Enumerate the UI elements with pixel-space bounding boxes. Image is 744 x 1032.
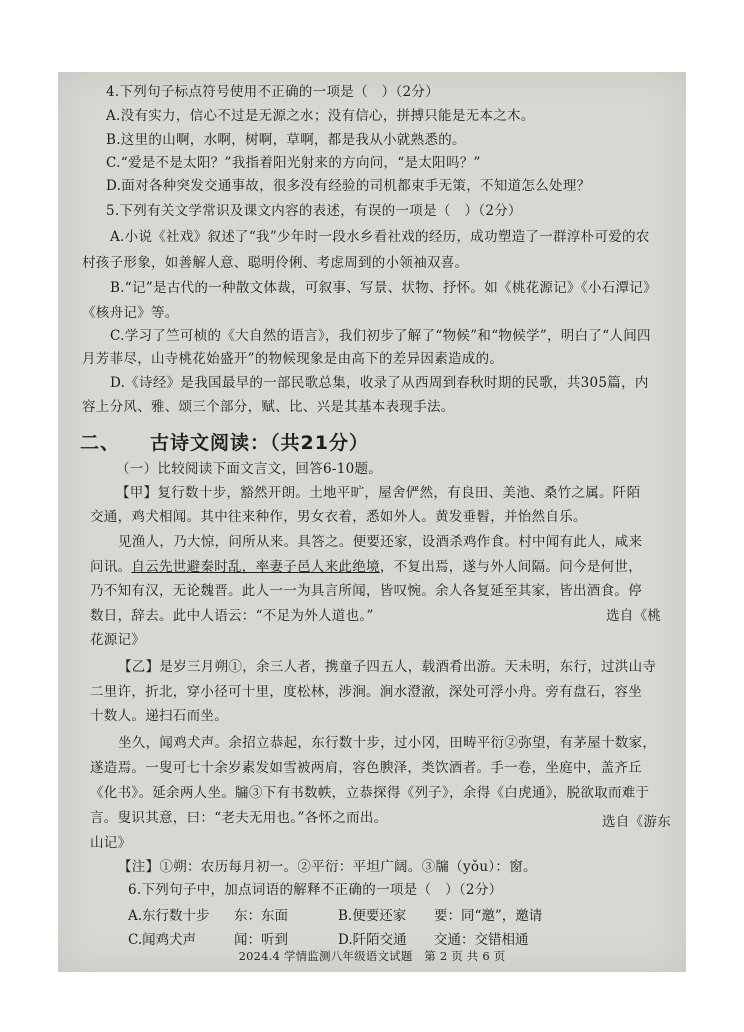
jia-source-1: 选自《桃: [606, 608, 662, 624]
q6-option-c-gloss: 闻：听到: [234, 932, 288, 948]
section-title: 古诗文阅读：（共21分）: [150, 432, 369, 454]
jia-line-1: 【甲】复行数十步，豁然开朗。土地平旷，屋舍俨然，有良田、美池、桑竹之属。阡陌: [116, 485, 641, 501]
q6-option-b-gloss: 要：同“邀”，邀请: [434, 908, 543, 924]
q4-option-c: C.“爱是不是太阳？”我指着阳光射来的方向问，“是太阳吗？”: [106, 155, 481, 171]
q6-option-c-phrase: C.闻鸡犬声: [128, 932, 197, 948]
yi-source-2: 山记》: [90, 835, 132, 851]
jia-line-5: 乃不知有汉，无论魏晋。此人一一为具言所闻，皆叹惋。余人各复延至其家，皆出酒食。停: [90, 583, 642, 599]
q5-option-a-line1: A.小说《社戏》叙述了“我”少年时一段水乡看社戏的经历，成功塑造了一群淳朴可爱的农: [110, 229, 650, 245]
yi-source-1: 选自《游东: [602, 814, 671, 830]
q6-option-a-phrase: A.东行数十步: [128, 908, 210, 924]
q6-option-b-phrase: B.便要还家: [338, 908, 407, 924]
jia-source-2: 花源记》: [90, 632, 146, 648]
yi-line-4: 坐久，闻鸡犬声。余招立恭起，东行数十步，过小冈，田畴平衍②弥望，有茅屋十数家，: [118, 735, 657, 751]
q5-option-d-line2: 容上分风、雅、颂三个部分，赋、比、兴是其基本表现手法。: [82, 399, 455, 415]
q4-option-a: A.没有实力，信心不过是无源之水；没有信心，拼搏只能是无本之木。: [106, 108, 535, 124]
q6-option-d-gloss: 交通：交错相通: [434, 932, 529, 948]
page-footer: 2024.4 学情监测八年级语文试题 第 2 页 共 6 页: [238, 949, 506, 963]
yi-line-6: 《化书》。延余两人坐。牖③下有书数帙，立恭探得《列子》，余得《白虎通》，脱欲取而难于: [90, 785, 650, 801]
yi-line-7: 言。叟识其意，曰：“老夫无用也。”各怀之而出。: [90, 810, 388, 826]
section-heading: [80, 428, 369, 455]
part1-intro: （一）比较阅读下面文言文，回答6-10题。: [116, 461, 383, 477]
annotation-note: 【注】①朔：农历每月初一。②平衍：平坦广阔。③牖（yǒu）：窗。: [118, 859, 537, 875]
yi-line-2: 二里许，折北，穿小径可十里，度松林，涉涧。涧水澄澈，深处可浮小舟。旁有盘石，容坐: [90, 684, 642, 700]
jia-line-2: 交通，鸡犬相闻。其中往来种作，男女衣着，悉如外人。黄发垂髫，并怡然自乐。: [90, 509, 587, 525]
q6-option-d-phrase: D.阡陌交通: [338, 932, 407, 948]
q5-option-b-line1: B.“记”是古代的一种散文体裁，可叙事、写景、状物、抒怀。如《桃花源记》《小石潭记》: [110, 280, 657, 296]
q6-stem: 6.下列句子中，加点词语的解释不正确的一项是（ ）（2分）: [128, 882, 503, 898]
q6-option-a-gloss: 东：东面: [234, 908, 288, 924]
section-number: 二、: [80, 432, 121, 454]
q5-option-a-line2: 村孩子形象，如善解人意、聪明伶俐、考虑周到的小领袖双喜。: [82, 255, 469, 271]
exam-page: [58, 72, 686, 972]
jia-line-3: 见渔人，乃大惊，问所从来。具答之。便要还家，设酒杀鸡作食。村中闻有此人，咸来: [118, 534, 643, 550]
q5-option-c-line2: 月芳菲尽，山寺桃花始盛开”的物候现象是由高下的差异因素造成的。: [82, 351, 504, 367]
jia-line-4: [90, 559, 642, 575]
yi-line-1: 【乙】是岁三月朔①，余三人者，携童子四五人，载酒肴出游。天未明，东行，过洪山寺: [118, 659, 657, 675]
q5-option-b-line2: 《核舟记》等。: [82, 305, 179, 321]
yi-line-5: 遂造焉。一叟可七十余岁素发如雪被两肩，容色腴泽，类饮酒者。手一卷，坐庭中，盖齐丘: [90, 760, 642, 776]
jia-line-4-end: ，不复出焉，遂与外人间隔。问今是何世，: [379, 559, 643, 575]
q5-option-c-line1: C.学习了竺可桢的《大自然的语言》，我们初步了解了“物候”和“物候学”，明白了“人间四: [110, 328, 651, 344]
q4-option-b: B.这里的山啊，水啊，树啊，草啊，都是我从小就熟悉的。: [106, 132, 466, 148]
jia-line-4-start: 问讯。: [90, 559, 132, 575]
underlined-sentence: 自云先世避秦时乱，率妻子邑人来此绝境: [131, 559, 380, 575]
q4-stem: 4.下列句子标点符号使用不正确的一项是（ ）（2分）: [106, 84, 440, 100]
jia-line-6: 数日，辞去。此中人语云：“不足为外人道也。”: [90, 608, 374, 624]
q5-stem: 5.下列有关文学常识及课文内容的表述，有误的一项是（ ）（2分）: [106, 203, 522, 219]
q4-option-d: D.面对各种突发交通事故，很多没有经验的司机都束手无策，不知道怎么处理？: [106, 178, 591, 194]
yi-line-3: 十数人。递扫石而坐。: [90, 708, 228, 724]
q5-option-d-line1: D.《诗经》是我国最早的一部民歌总集，收录了从西周到春秋时期的民歌，共305篇，内: [110, 375, 649, 391]
